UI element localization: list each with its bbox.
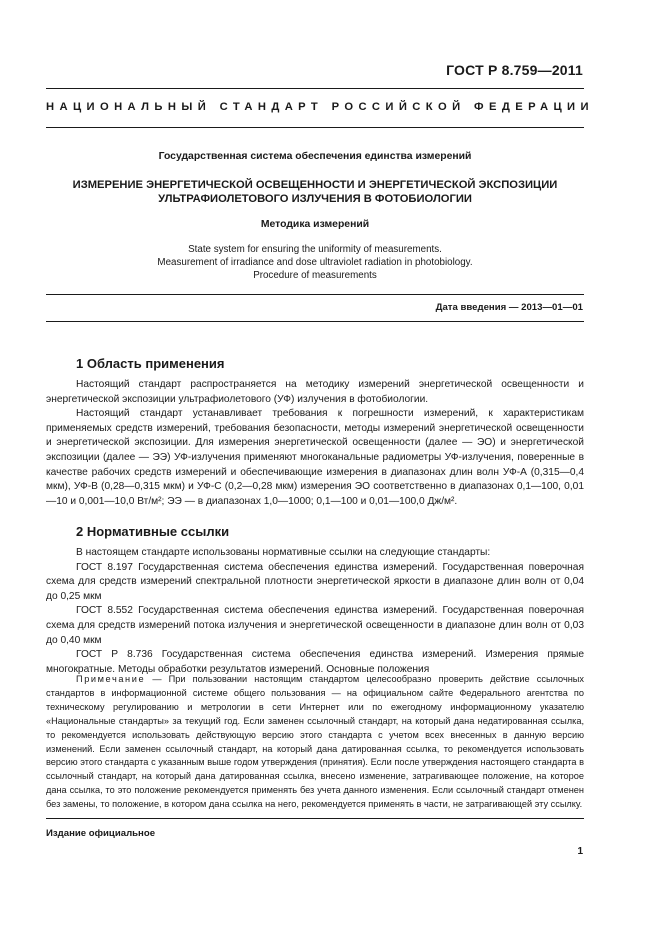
gost-code: ГОСТ Р 8.759—2011 [446,62,583,78]
note-label: Примечание [76,674,146,684]
national-standard-banner: НАЦИОНАЛЬНЫЙ СТАНДАРТ РОССИЙСКОЙ ФЕДЕРАЦИИ [46,101,594,113]
note-text: — При пользовании настоящим стандартом целесообразно проверить действие ссылочных стандартов в информационной системе общего пользования — на официальном сайте Федерального агентства по техническому регулированию и метрологии в сети Интернет или по ежегодному информационному указателю «Национальные стандарты» за текущий год. Если заменен ссылочный стандарт, на который дана недатированная ссылка, то рекомендуется использовать действующую версию этого стандарта с учетом всех внесенных в данную версию изменений. Если заменен ссылочный стандарт, на который дана датированная ссылка, то рекомендуется использовать версию этого стандарта с указанным выше годом утверждения (принятия). Если после утверждения настоящего стандарта в ссылочный стандарт, на который дана датированная ссылка, внесено изменение, затрагивающее положение, на которое дана ссылка, то это положение рекомендуется применять без учета данного изменения. Если ссылочный стандарт отменен без замены, то положение, в котором дана ссылка на него, рекомендуется применять в части, не затрагивающей эту ссылку. [46,674,584,810]
section1-paragraph: Настоящий стандарт распространяется на методику измерений энергетической освещенности и энергетической экспозиции ультрафиолетового (УФ) излучения в фотобиологии. [46,379,584,405]
section1-paragraph: Настоящий стандарт устанавливает требования к погрешности измерений, к характеристикам применяемых средств измерений, требования безопасности, методы измерений энергетической освещенности и энергетической экспозиции. Для измерения энергетической освещенности (далее — ЭО) и энергетической экспозиции (далее — ЭЭ) УФ-излучения применяют многоканальные радиометры УФ-излучения, поверенные в качестве рабочих средств измерений и обеспечивающие измерения в диапазонах длин волн УФ-А (0,315—0,4 мкм), УФ-В (0,28—0,315 мкм) и УФ-С (0,2—0,28 мкм) измерения ЭО соответственно в диапазонах 0,1—100, 0,01—10 и 0,001—10,0 Вт/м²; ЭЭ — в диапазонах 1,0—1000; 0,1—100 и 0,01—100,0 Дж/м². [46,408,584,507]
section1-body [46,378,584,509]
main-title [46,178,584,206]
main-title-line1: ИЗМЕРЕНИЕ ЭНЕРГЕТИЧЕСКОЙ ОСВЕЩЕННОСТИ И ЭНЕРГЕТИЧЕСКОЙ ЭКСПОЗИЦИИ [72,179,558,191]
section2-heading: 2 Нормативные ссылки [76,524,230,539]
edition-label: Издание официальное [46,828,156,839]
english-title-line1: State system for ensuring the uniformity of measurements. [188,244,442,255]
system-title: Государственная система обеспечения единства измерений [158,151,472,162]
normative-reference: ГОСТ Р 8.736 Государственная система обеспечения единства измерений. Измерения прямые многократные. Методы обработки результатов измерений. Основные положения [46,649,584,675]
date-introduction: Дата введения — 2013—01—01 [435,302,583,313]
header-rule-top [46,88,584,89]
page-number: 1 [577,846,583,857]
main-title-line2: УЛЬТРАФИОЛЕТОВОГО ИЗЛУЧЕНИЯ В ФОТОБИОЛОГИИ [158,193,472,205]
header-rule-bottom [46,127,584,128]
normative-reference: ГОСТ 8.552 Государственная система обеспечения единства измерений. Государственная поверочная схема для средств измерений потока излучения и энергетической освещенности в диапазоне длин волн от 0,03 до 0,40 мкм [46,605,584,646]
date-rule [46,294,584,295]
section1-heading: 1 Область применения [76,356,225,371]
note-block [46,673,584,812]
section2-body [46,546,584,677]
normative-reference: ГОСТ 8.197 Государственная система обеспечения единства измерений. Государственная поверочная схема для средств измерений спектральной плотности энергетической яркости в диапазоне длин волн от 0,04 до 0,25 мкм [46,561,584,602]
date-rule-bottom [46,321,584,322]
section2-intro: В настоящем стандарте использованы нормативные ссылки на следующие стандарты: [76,547,491,558]
english-title-line3: Procedure of measurements [253,270,377,281]
english-title [46,243,584,282]
footer-rule [46,818,584,819]
method-title: Методика измерений [260,219,370,230]
english-title-line2: Measurement of irradiance and dose ultraviolet radiation in photobiology. [157,257,473,268]
